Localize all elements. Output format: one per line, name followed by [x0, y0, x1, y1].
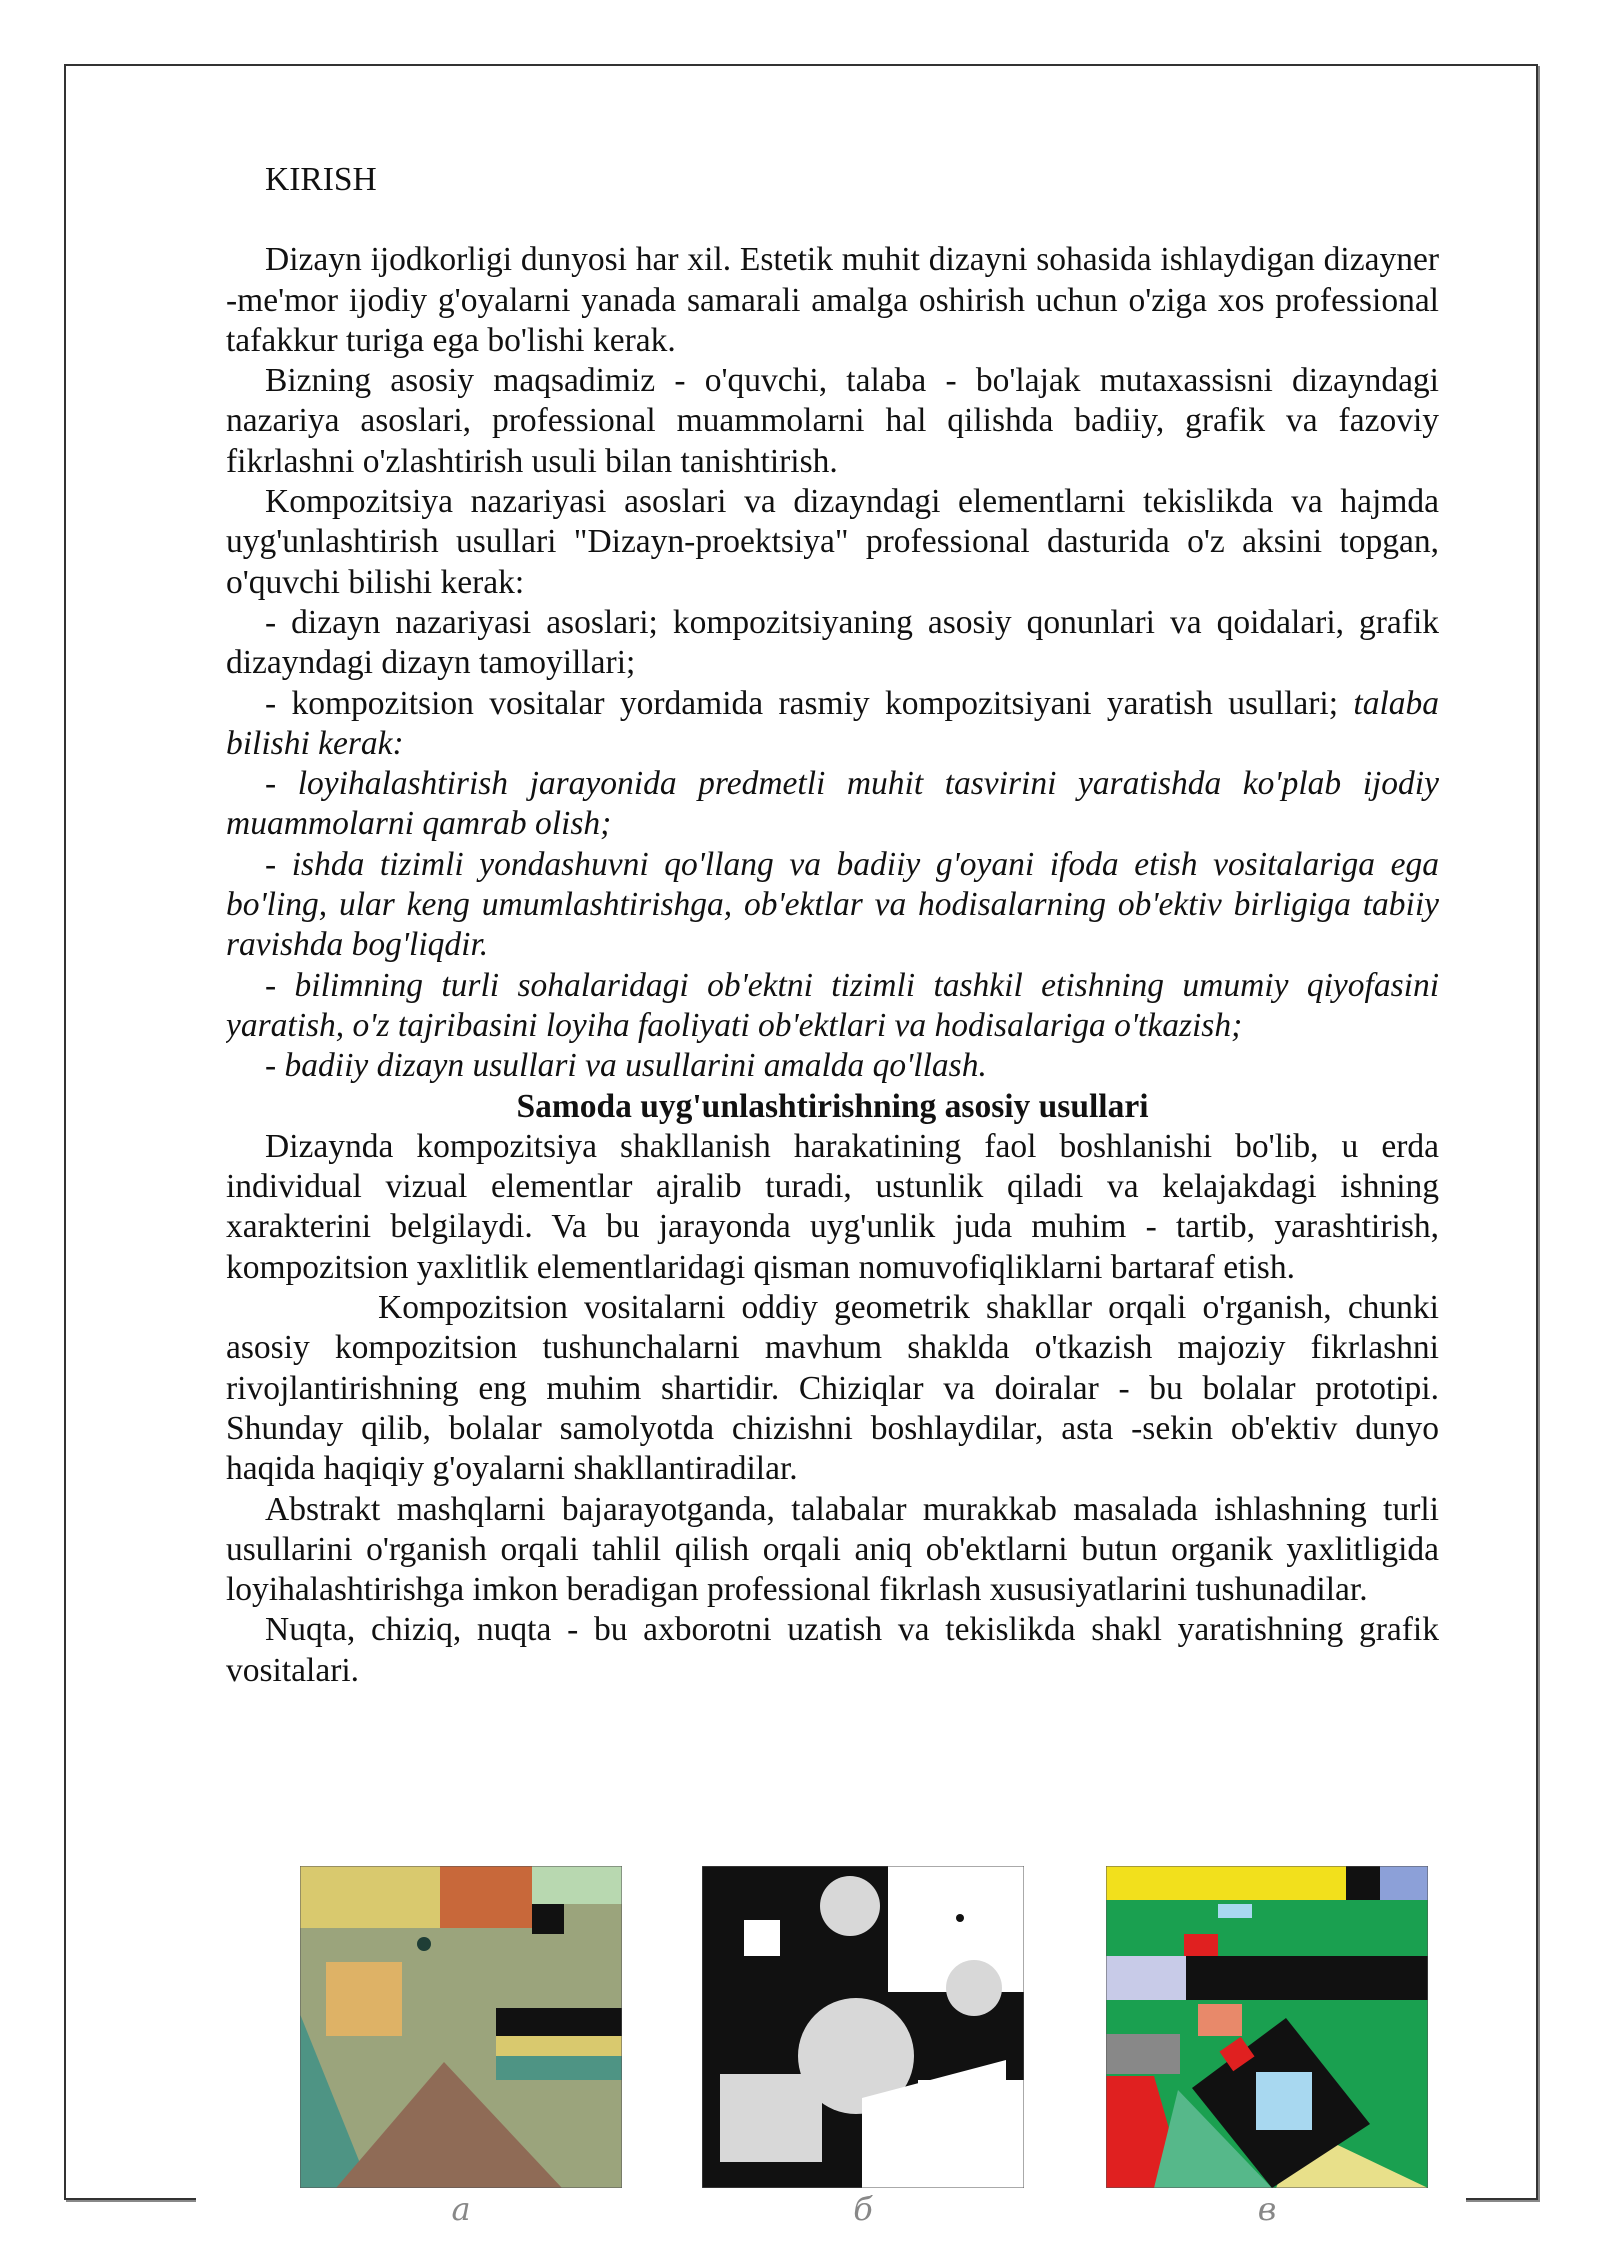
paragraph-3: Kompozitsiya nazariyasi asoslari va dizayndagi elementlarni tekislikda va hajmda uyg'unlashtirish usullari "Dizayn-proektsiya" professional dasturida o'z aksini topgan, o'quvchi bilishi kerak: — [226, 483, 1439, 601]
paragraph-6: - loyihalashtirish jarayonida predmetli muhit tasvirini yaratishda ko'plab ijodiy muammolarni qamrab olish; — [226, 765, 1439, 843]
paragraph-13: Nuqta, chiziq, nuqta - bu axborotni uzatish va tekislikda shakl yaratishning grafik vositalari. — [226, 1611, 1439, 1689]
paragraph-12: Abstrakt mashqlarni bajarayotganda, talabalar murakkab masalada ishlashning turli usullarini o'rganish orqali tahlil qilish orqali aniq ob'ektlarni butun organik yaxlitligida loyihalashtirishga imkon beradigan professional fikrlash xususiyatlarini tushunadilar. — [226, 1490, 1439, 1609]
figure-a-image — [300, 1866, 622, 2188]
figure-a — [300, 1866, 622, 2188]
paragraph-4: - dizayn nazariyasi asoslari; kompozitsiyaning asosiy qonunlari va qoidalari, grafik dizayndagi dizayn tamoyillari; — [226, 603, 1439, 682]
paragraph-2: Bizning asosiy maqsadimiz - o'quvchi, talaba - bo'lajak mutaxassisni dizayndagi nazariya asoslari, professional muammolarni hal qilishda badiiy, grafik va fazoviy fikrlashni o'zlashtirish usuli bilan tanishtirish. — [226, 362, 1439, 480]
caption-a: а — [451, 2190, 471, 2228]
figure-b-image — [702, 1866, 1024, 2188]
paragraph-5 — [226, 684, 1439, 765]
paragraph-5-text: - kompozitsion vositalar yordamida rasmiy kompozitsiyani yaratish usullari; — [265, 684, 1339, 722]
figures-strip — [196, 1852, 1466, 2252]
heading-kirish: KIRISH — [265, 161, 377, 198]
figure-c-image — [1106, 1866, 1428, 2188]
paragraph-8: - bilimning turli sohalaridagi ob'ektni tizimli tashkil etishning umumiy qiyofasini yaratish, o'z tajribasini loyiha faoliyati ob'ektlari va hodisalariga o'tkazish; — [226, 966, 1439, 1044]
paragraph-10: Dizaynda kompozitsiya shakllanish harakatining faol boshlanishi bo'lib, u erda individual vizual elementlar ajralib turadi, ustunlik qiladi va kelajakdagi ishning xarakterini belgilaydi. Va bu jarayonda uyg'unlik juda muhim - tartib, yarashtirish, kompozitsion yaxlitlik elementlaridagi qisman nomuvofiqliklarni bartaraf etish. — [226, 1127, 1439, 1286]
figure-c — [1106, 1866, 1428, 2188]
paragraph-5-italic: talaba bilishi kerak: — [226, 684, 1439, 762]
paragraph-1: Dizayn ijodkorligi dunyosi har xil. Estetik muhit dizayni sohasida ishlaydigan dizayner -me'mor ijodiy g'oyalarni yanada samarali amalga oshirish uchun o'ziga xos professional tafakkur turiga ega bo'lishi kerak. — [226, 241, 1439, 359]
caption-b: б — [853, 2190, 873, 2228]
paragraph-9: - badiiy dizayn usullari va usullarini amalda qo'llash. — [265, 1047, 987, 1085]
paragraph-7: - ishda tizimli yondashuvni qo'llang va badiiy g'oyani ifoda etish vositalariga ega bo'ling, ular keng umumlashtirishga, ob'ektlar va hodisalarning ob'ektiv birligiga tabiiy ravishda bog'liqdir. — [226, 845, 1439, 964]
caption-c: в — [1257, 2190, 1277, 2228]
document-body — [226, 160, 1439, 1795]
figure-b — [702, 1866, 1024, 2188]
paragraph-11: Kompozitsion vositalarni oddiy geometrik shakllar orqali o'rganish, chunki asosiy kompozitsion tushunchalarni mavhum shaklda o'tkazish majoziy fikrlashni rivojlantirishning eng muhim shartidir. Chiziqlar va doiralar - bu bolalar prototipi. Shunday qilib, bolalar samolyotda chizishni boshlaydilar, asta -sekin ob'ektiv dunyo haqida haqiqiy g'oyalarni shakllantiradilar. — [226, 1289, 1439, 1488]
subheading: Samoda uyg'unlashtirishning asosiy usullari — [516, 1087, 1149, 1125]
